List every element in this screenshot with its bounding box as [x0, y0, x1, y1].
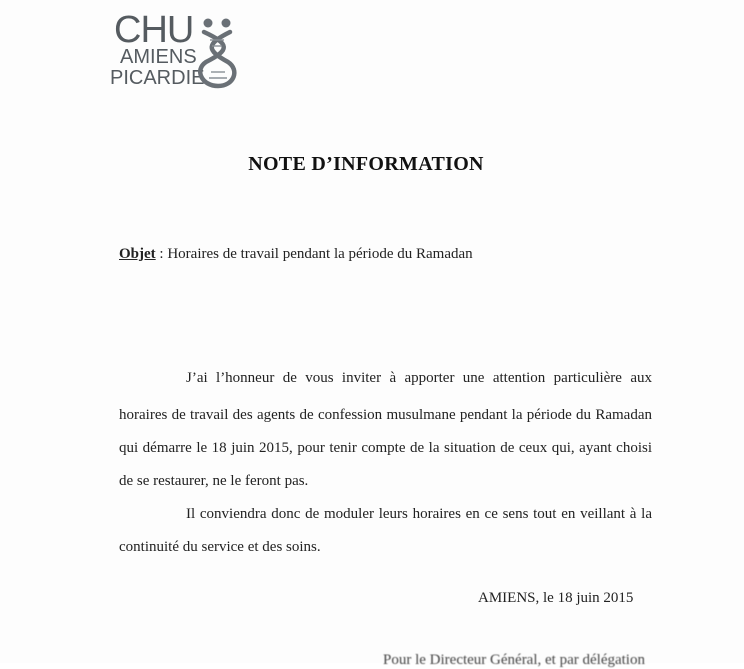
body-line: J’ai l’honneur de vous inviter à apporter une attention particulière aux: [186, 370, 652, 386]
dna-helix-icon: [196, 16, 240, 90]
body-line: de se restaurer, ne le feront pas.: [119, 473, 309, 489]
date-place-line: AMIENS, le 18 juin 2015: [478, 590, 634, 606]
objet-text: Horaires de travail pendant la période du Ramadan: [167, 246, 473, 262]
logo-chu-text: CHU: [114, 9, 194, 51]
chu-logo: [110, 8, 260, 90]
body-line: qui démarre le 18 juin 2015, pour tenir compte de la situation de ceux qui, ayant choisi: [119, 440, 652, 456]
body-line: Il conviendra donc de moduler leurs horaires en ce sens tout en veillant à la: [186, 506, 652, 522]
body-line: continuité du service et des soins.: [119, 539, 321, 555]
logo-picardie-text: PICARDIE: [110, 67, 205, 89]
objet-separator: :: [155, 246, 168, 262]
document-title: [0, 153, 744, 176]
objet-line: [119, 246, 473, 263]
document-title-text: NOTE D’INFORMATION: [248, 153, 484, 175]
signature-line-partial: Pour le Directeur Général, et par délégation: [383, 652, 645, 668]
logo-amiens-text: AMIENS: [120, 46, 197, 68]
body-line: horaires de travail des agents de confession musulmane pendant la période du Ramadan: [119, 407, 652, 423]
objet-label: Objet: [119, 246, 156, 262]
